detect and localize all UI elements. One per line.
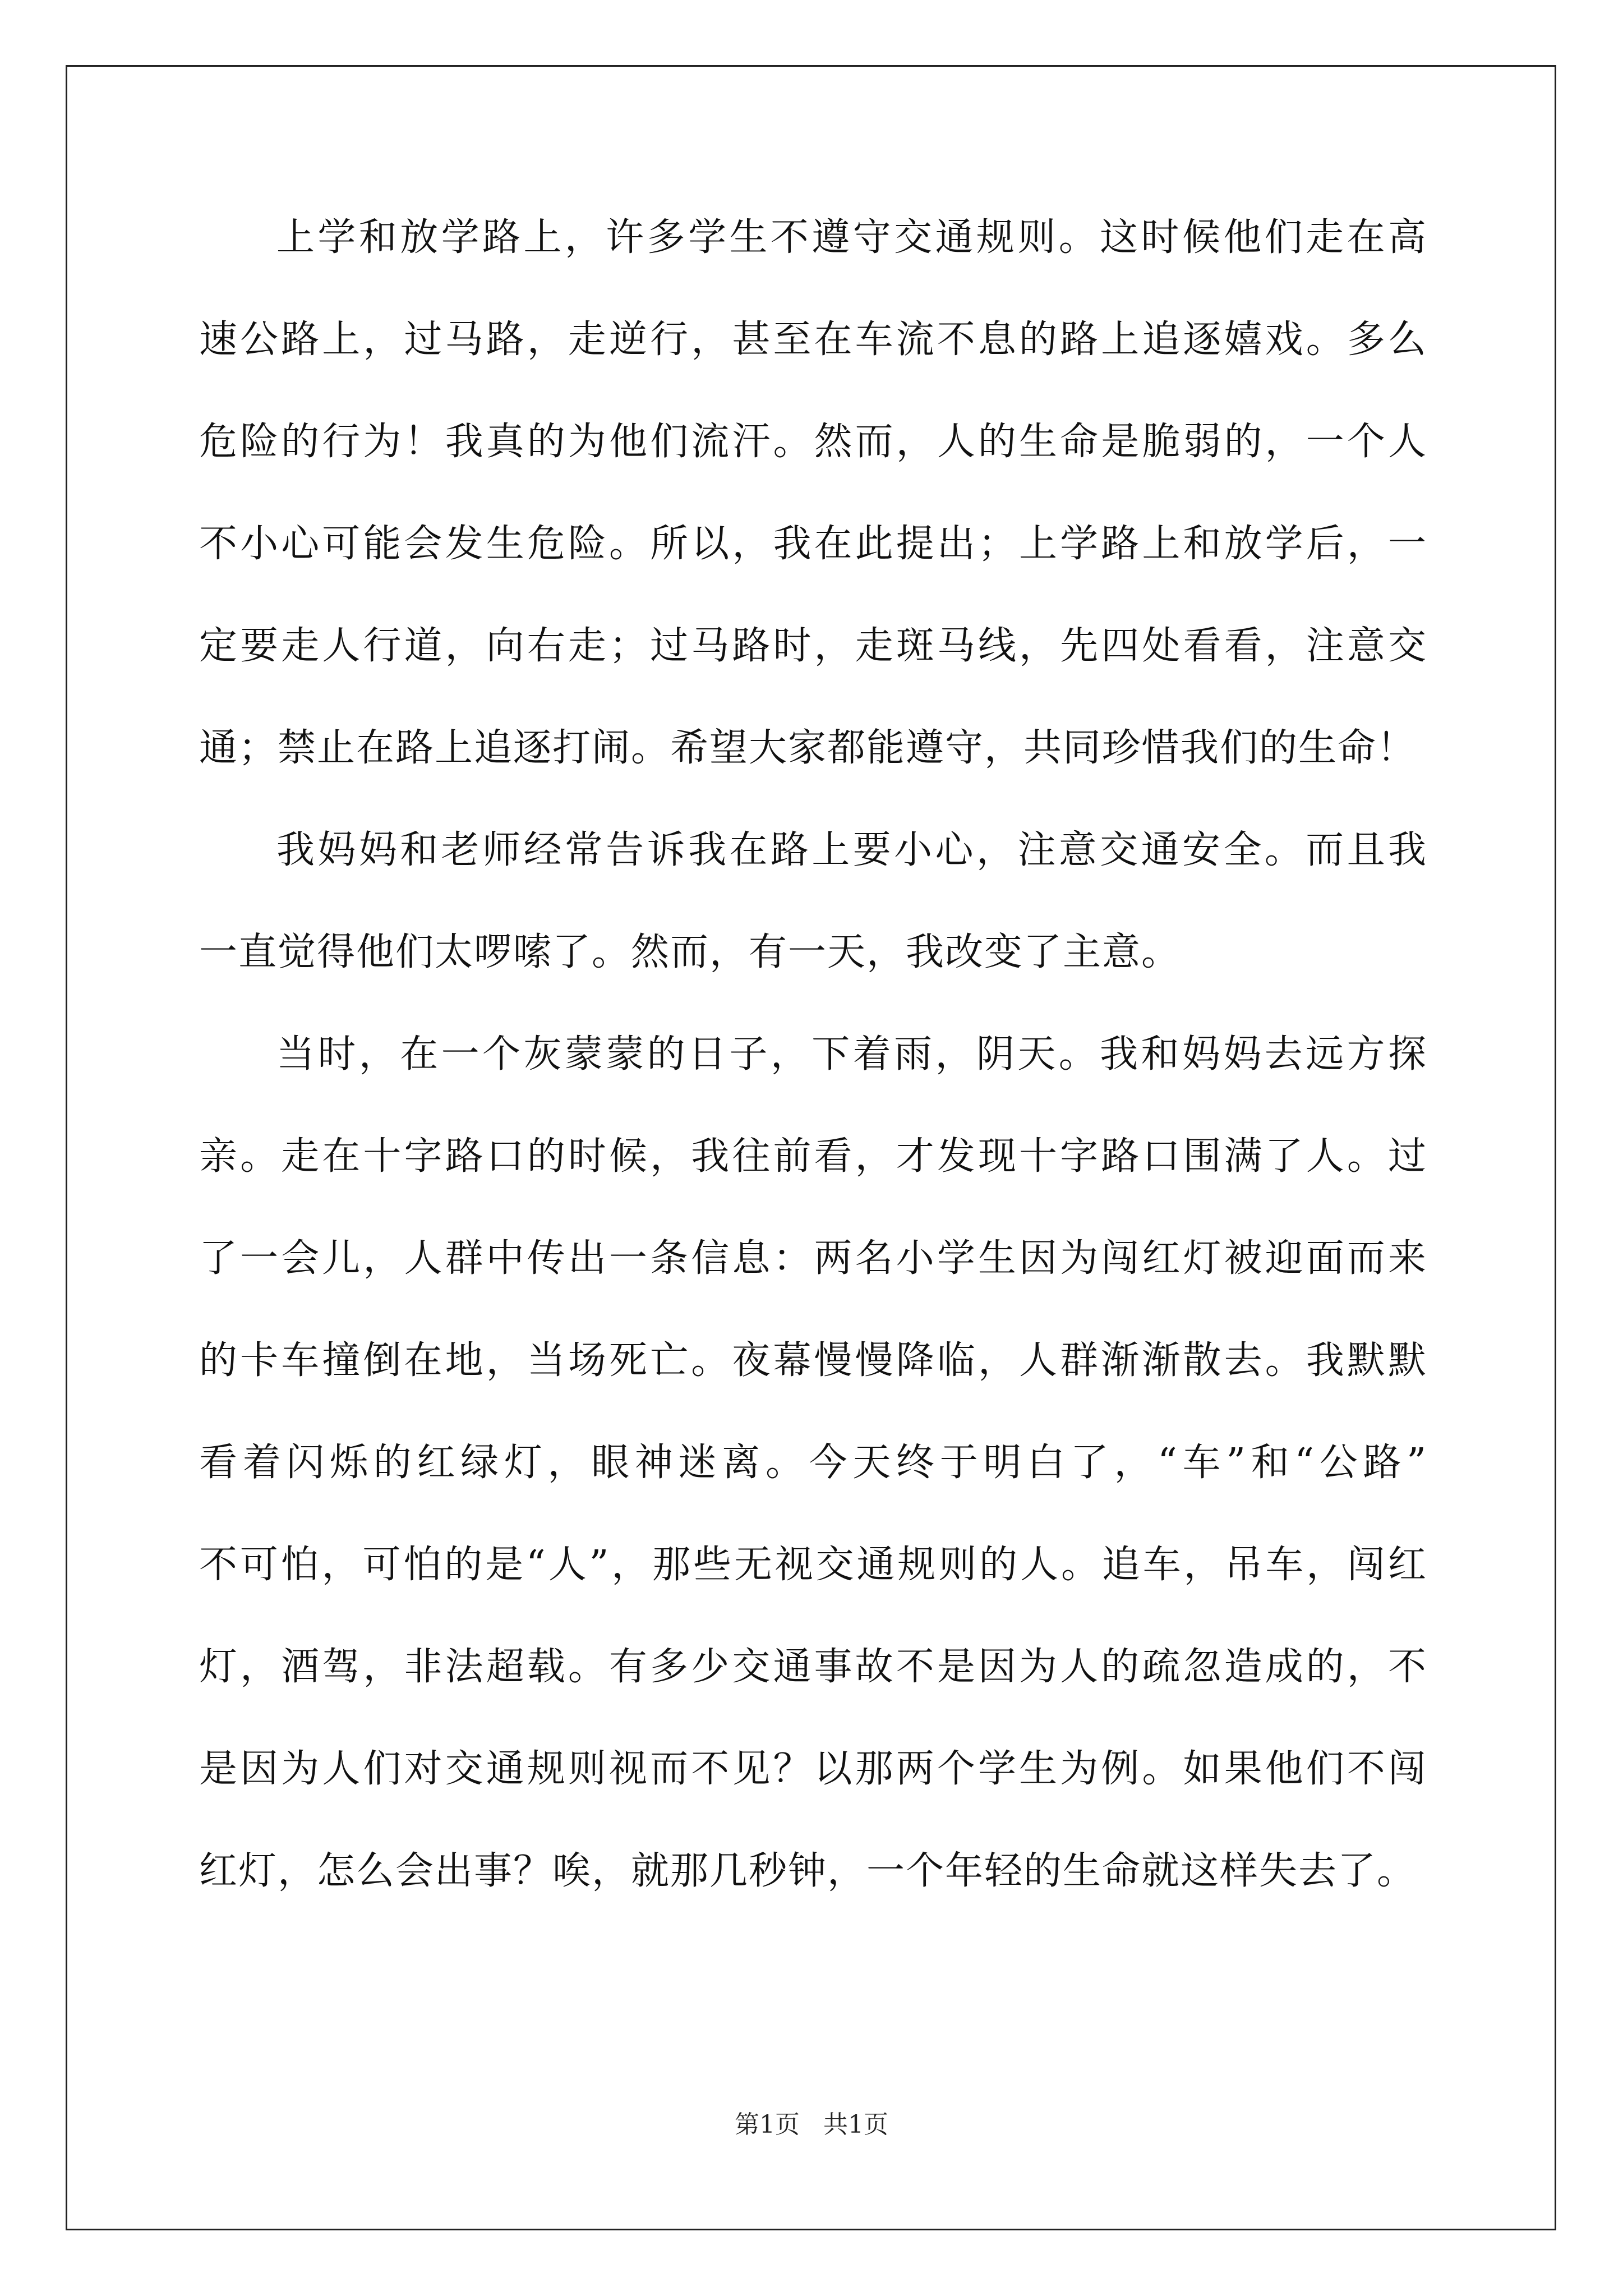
paragraph-1 xyxy=(199,212,1427,774)
text-line: 灯，酒驾，非法超载。有多少交通事故不是因为人的疏忽造成的，不 xyxy=(199,1645,1427,1689)
text-line: 一直觉得他们太啰嗦了。然而，有一天，我改变了主意。 xyxy=(199,930,1181,974)
text-line: 我妈妈和老师经常告诉我在路上要小心，注意交通安全。而且我 xyxy=(276,828,1427,872)
text-line: 定要走人行道，向右走；过马路时，走斑马线，先四处看看，注意交 xyxy=(199,624,1427,668)
text-line: 速公路上，过马路，走逆行，甚至在车流不息的路上追逐嬉戏。多么 xyxy=(199,318,1427,362)
text-line: 了一会儿，人群中传出一条信息：两名小学生因为闯红灯被迎面而来 xyxy=(199,1236,1427,1281)
paragraph-2 xyxy=(199,825,1427,978)
text-line: 看着闪烁的红绿灯，眼神迷离。今天终于明白了，“车”和“公路” xyxy=(199,1441,1427,1485)
text-line: 亲。走在十字路口的时候，我往前看，才发现十字路口围满了人。过 xyxy=(199,1134,1427,1179)
text-line: 当时，在一个灰蒙蒙的日子，下着雨，阴天。我和妈妈去远方探 xyxy=(276,1032,1427,1076)
page-footer xyxy=(0,2109,1623,2141)
text-line: 通；禁止在路上追逐打闹。希望大家都能遵守，共同珍惜我们的生命！ xyxy=(199,726,1417,770)
document-body xyxy=(199,212,1427,1948)
text-line: 是因为人们对交通规则视而不见？以那两个学生为例。如果他们不闯 xyxy=(199,1747,1427,1791)
text-line: 的卡车撞倒在地，当场死亡。夜幕慢慢降临，人群渐渐散去。我默默 xyxy=(199,1338,1427,1383)
page-total: 共1页 xyxy=(823,2110,888,2139)
paragraph-3 xyxy=(199,1029,1427,1897)
text-line: 上学和放学路上，许多学生不遵守交通规则。这时候他们走在高 xyxy=(276,215,1427,260)
text-line: 红灯，怎么会出事？唉，就那几秒钟，一个年轻的生命就这样失去了。 xyxy=(199,1849,1417,1893)
text-line: 不小心可能会发生危险。所以，我在此提出；上学路上和放学后，一 xyxy=(199,522,1427,566)
text-line: 危险的行为！我真的为他们流汗。然而，人的生命是脆弱的，一个人 xyxy=(199,420,1427,464)
page-number: 第1页 xyxy=(735,2110,800,2139)
text-line: 不可怕，可怕的是“人”，那些无视交通规则的人。追车，吊车，闯红 xyxy=(199,1543,1427,1587)
